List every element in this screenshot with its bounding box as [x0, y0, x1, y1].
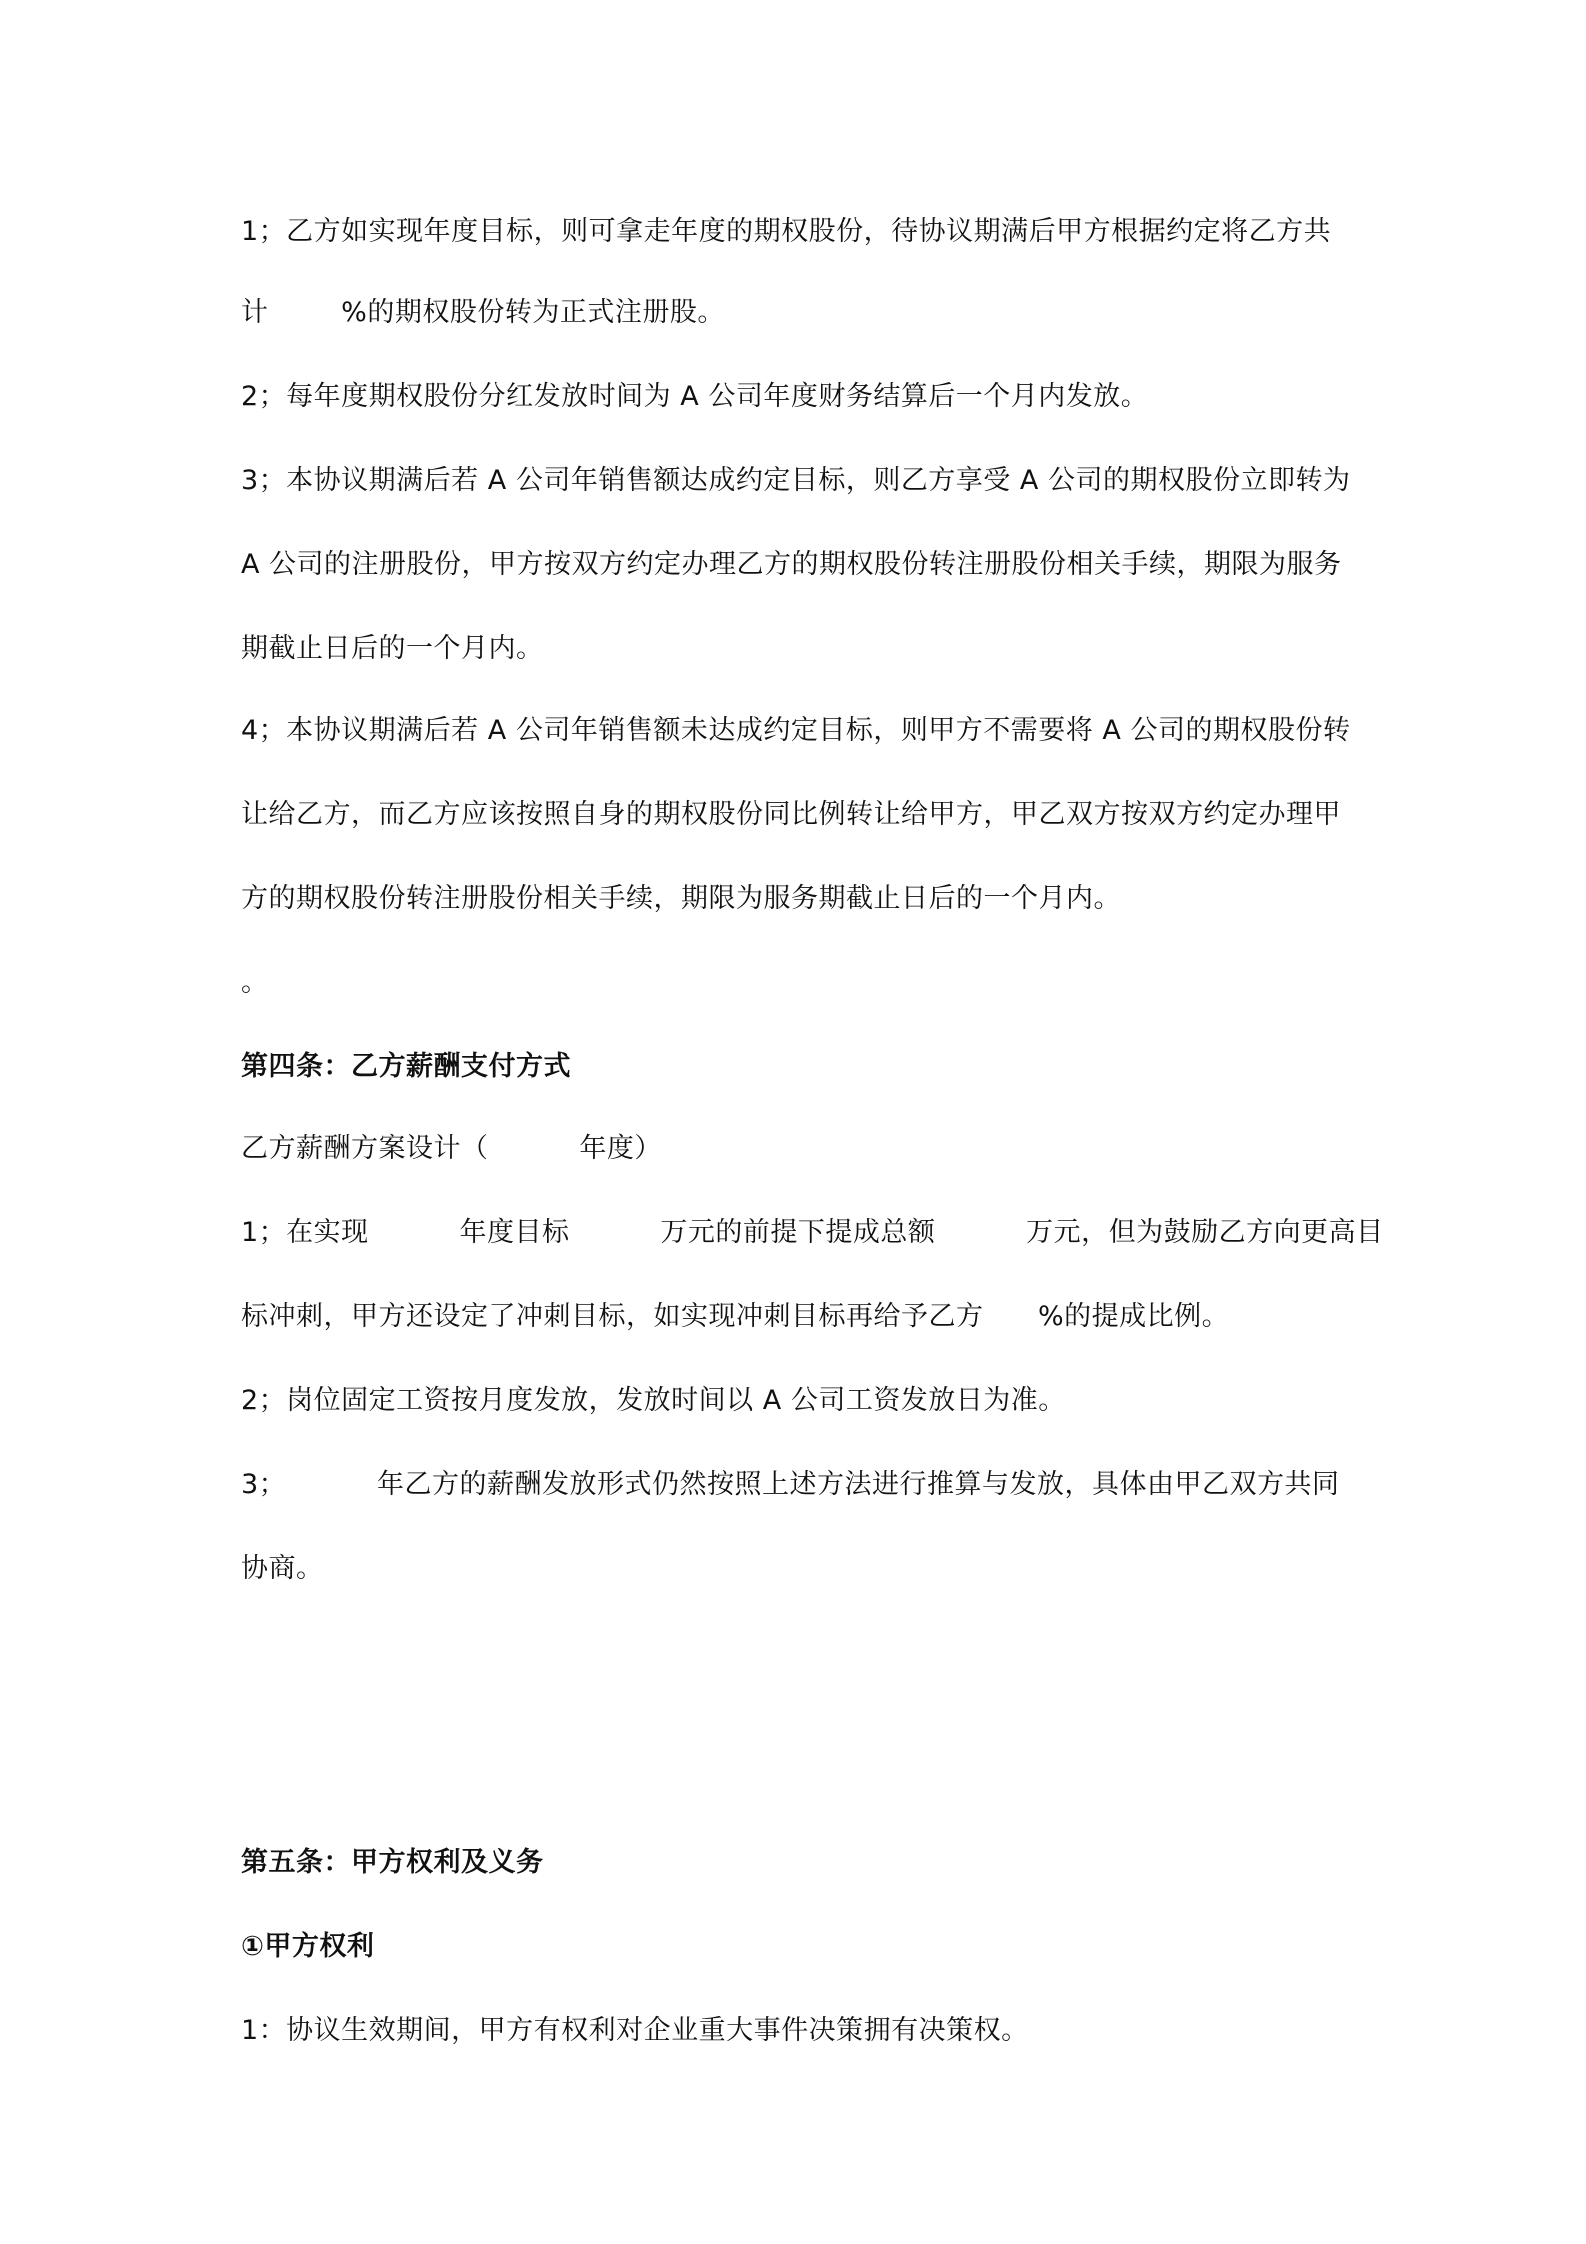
- text-line: 。: [241, 967, 269, 998]
- text-line: 标冲刺，甲方还设定了冲刺目标，如实现冲刺目标再给予乙方 %的提成比例。: [241, 1301, 1230, 1332]
- subsection-heading: ①甲方权利: [241, 1931, 375, 1962]
- text-line: 协商。: [241, 1553, 324, 1584]
- text-line: 方的期权股份转注册股份相关手续，期限为服务期截止日后的一个月内。: [241, 883, 1121, 914]
- text-line: 2；每年度期权股份分红发放时间为 A 公司年度财务结算后一个月内发放。: [241, 381, 1149, 412]
- text-line: A 公司的注册股份，甲方按双方约定办理乙方的期权股份转注册股份相关手续，期限为服务: [241, 549, 1342, 580]
- section-heading-article-4: 第四条：乙方薪酬支付方式: [241, 1051, 571, 1082]
- text-line: 让给乙方，而乙方应该按照自身的期权股份同比例转让给甲方，甲乙双方按双方约定办理甲: [241, 799, 1341, 830]
- text-line: 1；在实现 年度目标 万元的前提下提成总额 万元，但为鼓励乙方向更高目: [241, 1217, 1384, 1248]
- text-line: 1；乙方如实现年度目标，则可拿走年度的期权股份，待协议期满后甲方根据约定将乙方共: [241, 216, 1332, 247]
- text-line: 2；岗位固定工资按月度发放，发放时间以 A 公司工资发放日为准。: [241, 1385, 1066, 1416]
- section-heading-article-5: 第五条：甲方权利及义务: [241, 1847, 544, 1878]
- text-line: 期截止日后的一个月内。: [241, 633, 544, 664]
- text-line: 计 %的期权股份转为正式注册股。: [241, 297, 725, 328]
- text-line: 3；本协议期满后若 A 公司年销售额达成约定目标，则乙方享受 A 公司的期权股份立即转为: [241, 465, 1351, 496]
- text-line: 4；本协议期满后若 A 公司年销售额未达成约定目标，则甲方不需要将 A 公司的期权股份转: [241, 715, 1351, 746]
- text-line: 乙方薪酬方案设计（ 年度）: [241, 1133, 662, 1164]
- text-line: 3； 年乙方的薪酬发放形式仍然按照上述方法进行推算与发放，具体由甲乙双方共同: [241, 1469, 1340, 1500]
- text-line: 1：协议生效期间，甲方有权利对企业重大事件决策拥有决策权。: [241, 2015, 1029, 2046]
